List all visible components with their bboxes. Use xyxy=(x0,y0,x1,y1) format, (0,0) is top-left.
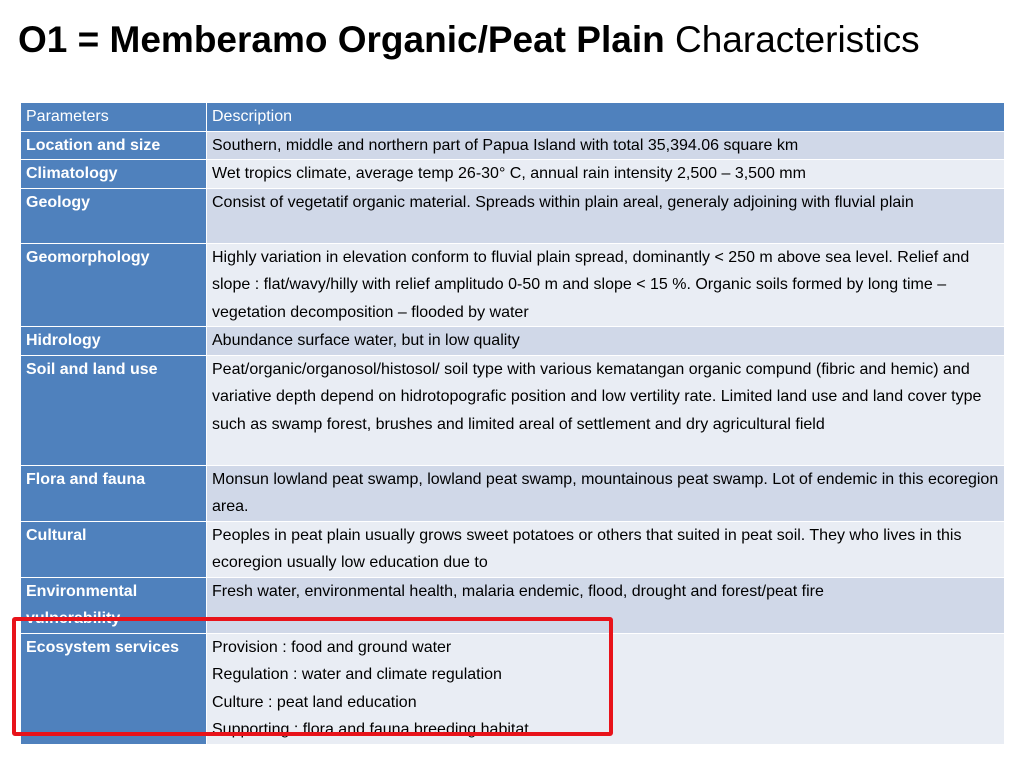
desc-line: Southern, middle and northern part of Papua Island with total 35,394.06 square km xyxy=(212,136,799,154)
desc-line: Culture : peat land education xyxy=(212,693,417,711)
header-description: Description xyxy=(207,103,1005,132)
param-cell: Soil and land use xyxy=(21,355,207,465)
title-bold-part: O1 = Memberamo Organic/Peat Plain xyxy=(18,19,665,60)
desc-line: Supporting : flora and fauna breeding habitat xyxy=(212,721,529,738)
desc-line: Abundance surface water, but in low quality xyxy=(212,332,520,349)
desc-cell xyxy=(207,465,1005,521)
param-cell: Geology xyxy=(21,188,207,243)
characteristics-table xyxy=(20,102,1005,745)
desc-line: Fresh water, environmental health, malaria endemic, flood, drought and forest/peat fire xyxy=(212,582,824,600)
table-row xyxy=(21,131,1005,160)
desc-line: Peat/organic/organosol/histosol/ soil type with various kematangan organic compund (fibric and hemic) and variative depth depend on hidrotopografic position and low vertility rate. Limited land use and land cover type such as swamp forest, brushes and limited areal of settlement and dry agricultural field xyxy=(212,360,982,433)
param-cell: Cultural xyxy=(21,521,207,577)
table-row xyxy=(21,633,1005,744)
param-cell: Flora and fauna xyxy=(21,465,207,521)
header-parameters: Parameters xyxy=(21,103,207,132)
slide-title xyxy=(18,14,1013,66)
desc-line: Wet tropics climate, average temp 26-30° C, annual rain intensity 2,500 – 3,500 mm xyxy=(212,165,806,182)
desc-line: Regulation : water and climate regulation xyxy=(212,666,502,683)
table-row xyxy=(21,160,1005,189)
table-row xyxy=(21,521,1005,577)
param-cell: Hidrology xyxy=(21,327,207,356)
table-header-row xyxy=(21,103,1005,132)
desc-cell xyxy=(207,243,1005,327)
desc-cell xyxy=(207,577,1005,633)
desc-cell xyxy=(207,327,1005,356)
desc-line: Peoples in peat plain usually grows sweet potatoes or others that suited in peat soil. They who lives in this ecoregion usually low education due to xyxy=(212,526,962,571)
table-row xyxy=(21,188,1005,243)
desc-line: Monsun lowland peat swamp, lowland peat swamp, mountainous peat swamp. Lot of endemic in this ecoregion area. xyxy=(212,470,999,515)
table-row xyxy=(21,355,1005,465)
desc-line: Consist of vegetatif organic material. Spreads within plain areal, generaly adjoining with fluvial plain xyxy=(212,193,914,211)
table-row xyxy=(21,327,1005,356)
param-cell: Geomorphology xyxy=(21,243,207,327)
desc-cell xyxy=(207,160,1005,189)
table-row xyxy=(21,465,1005,521)
title-normal-part: Characteristics xyxy=(675,19,920,60)
param-cell: Ecosystem services xyxy=(21,633,207,744)
desc-cell xyxy=(207,131,1005,160)
desc-line: Provision : food and ground water xyxy=(212,638,452,656)
param-cell: Environmental vulnerability xyxy=(21,577,207,633)
param-cell: Location and size xyxy=(21,131,207,160)
desc-cell xyxy=(207,521,1005,577)
table-row xyxy=(21,243,1005,327)
desc-cell xyxy=(207,188,1005,243)
desc-line: Highly variation in elevation conform to fluvial plain spread, dominantly < 250 m above sea level. Relief and slope : flat/wavy/hilly with relief amplitudo 0-50 m and slope < 15 %. Organic soils formed by long time – vegetation decomposition – flooded by water xyxy=(212,248,970,321)
table-row xyxy=(21,577,1005,633)
desc-cell xyxy=(207,633,1005,744)
desc-cell xyxy=(207,355,1005,465)
param-cell: Climatology xyxy=(21,160,207,189)
